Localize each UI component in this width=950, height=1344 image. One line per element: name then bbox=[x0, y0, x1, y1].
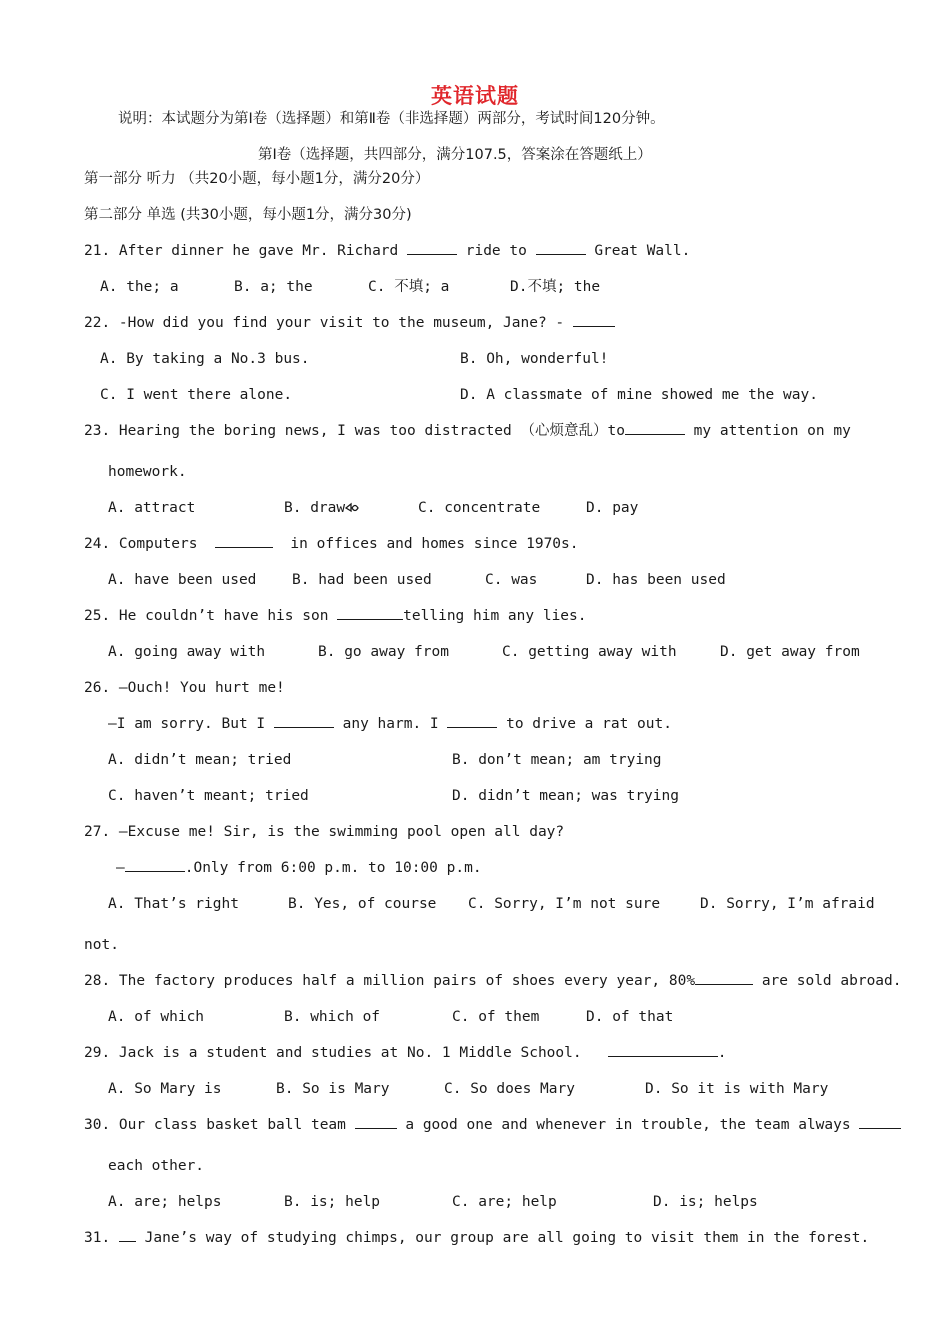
q21-option-b: B. a; the bbox=[234, 279, 313, 295]
q24-option-d: D. has been used bbox=[586, 572, 726, 588]
q21-option-c: C. 不填; a bbox=[368, 279, 450, 295]
q22-option-c: C. I went there alone. bbox=[100, 387, 293, 403]
q26-option-c: C. haven’t meant; tried bbox=[108, 788, 309, 804]
question-22: 22. -How did you find your visit to the museum, Jane? - bbox=[84, 314, 615, 332]
q27-option-c: C. Sorry, I’m not sure bbox=[468, 896, 661, 912]
part1-heading: 第一部分 听力 （共20小题，每小题1分，满分20分） bbox=[84, 171, 430, 187]
answer-blank bbox=[625, 422, 685, 435]
q30-option-d: D. is; helps bbox=[653, 1194, 758, 1210]
answer-blank bbox=[119, 1229, 136, 1242]
q28-option-d: D. of that bbox=[586, 1009, 674, 1025]
question-23: 23. Hearing the boring news, I was too distracted （心烦意乱）to my attention on my bbox=[84, 423, 851, 439]
q29-option-d: D. So it is with Mary bbox=[645, 1081, 829, 1097]
question-24: 24. Computers in offices and homes since 1970s. bbox=[84, 536, 579, 552]
q29-option-b: B. So is Mary bbox=[276, 1081, 390, 1097]
question-26-reply: —I am sorry. But I any harm. I to drive a rat out. bbox=[108, 716, 672, 732]
answer-blank bbox=[215, 535, 273, 548]
q26-option-a: A. didn’t mean; tried bbox=[108, 752, 292, 768]
q24-option-c: C. was bbox=[485, 572, 538, 588]
q25-option-a: A. going away with bbox=[108, 644, 266, 660]
question-27: 27. —Excuse me! Sir, is the swimming pool open all day? bbox=[84, 824, 565, 840]
question-30: 30. Our class basket ball team a good one and whenever in trouble, the team always bbox=[84, 1116, 901, 1134]
question-27-reply: — .Only from 6:00 p.m. to 10:00 p.m. bbox=[116, 860, 482, 876]
answer-blank bbox=[608, 1044, 718, 1057]
q23-option-d: D. pay bbox=[586, 500, 639, 516]
q24-option-b: B. had been used bbox=[292, 572, 432, 588]
q21-option-a: A. the; a bbox=[100, 279, 179, 295]
q22-option-b: B. Oh, wonderful! bbox=[460, 351, 609, 367]
q22-option-d: D. A classmate of mine showed me the way. bbox=[460, 387, 818, 403]
q29-option-a: A. So Mary is bbox=[108, 1081, 222, 1097]
q26-option-d: D. didn’t mean; was trying bbox=[452, 788, 679, 804]
q24-option-a: A. have been used bbox=[108, 572, 257, 588]
q25-option-d: D. get away from bbox=[720, 644, 860, 660]
exam-note: 说明：本试题分为第Ⅰ卷（选择题）和第Ⅱ卷（非选择题）两部分，考试时间120分钟。 bbox=[118, 111, 665, 127]
q23-option-c: C. concentrate bbox=[418, 500, 541, 516]
answer-blank bbox=[536, 242, 586, 255]
q22-option-a: A. By taking a No.3 bus. bbox=[100, 351, 310, 367]
page-title: 英语试题 bbox=[431, 84, 519, 108]
question-23-continued: homework. bbox=[108, 464, 187, 480]
q25-option-c: C. getting away with bbox=[502, 644, 677, 660]
part2-heading: 第二部分 单选 (共30小题，每小题1分，满分30分) bbox=[84, 207, 412, 223]
question-21: 21. After dinner he gave Mr. Richard ride to Great Wall. bbox=[84, 243, 691, 259]
answer-blank bbox=[337, 607, 403, 620]
q21-option-d: D.不填; the bbox=[510, 279, 601, 295]
answer-blank bbox=[573, 314, 615, 327]
q28-option-c: C. of them bbox=[452, 1009, 540, 1025]
q23-option-a: A. attract bbox=[108, 500, 196, 516]
question-31: 31. Jane’s way of studying chimps, our group are all going to visit them in the forest. bbox=[84, 1230, 870, 1246]
q30-option-c: C. are; help bbox=[452, 1194, 557, 1210]
answer-blank bbox=[695, 972, 753, 985]
q23-option-b: B. draw bbox=[284, 499, 361, 517]
q30-option-a: A. are; helps bbox=[108, 1194, 222, 1210]
q26-option-b: B. don’t mean; am trying bbox=[452, 752, 662, 768]
q27-option-d: D. Sorry, I’m afraid bbox=[700, 896, 875, 912]
question-28: 28. The factory produces half a million pairs of shoes every year, 80% are sold abroad. bbox=[84, 973, 902, 989]
answer-blank bbox=[859, 1116, 901, 1129]
q28-option-b: B. which of bbox=[284, 1009, 381, 1025]
q27-option-a: A. That’s right bbox=[108, 896, 239, 912]
question-29: 29. Jack is a student and studies at No. 1 Middle School. . bbox=[84, 1045, 727, 1061]
q28-option-a: A. of which bbox=[108, 1009, 205, 1025]
answer-blank bbox=[447, 715, 497, 728]
q25-option-b: B. go away from bbox=[318, 644, 449, 660]
q30-option-b: B. is; help bbox=[284, 1194, 381, 1210]
answer-blank bbox=[125, 859, 185, 872]
q27-option-b: B. Yes, of course bbox=[288, 896, 437, 912]
question-26: 26. —Ouch! You hurt me! bbox=[84, 680, 285, 696]
stray-mark-icon bbox=[345, 501, 361, 513]
volume-heading: 第Ⅰ卷（选择题，共四部分，满分107.5，答案涂在答题纸上） bbox=[258, 147, 652, 163]
question-30-continued: each other. bbox=[108, 1158, 205, 1174]
answer-blank bbox=[274, 715, 334, 728]
answer-blank bbox=[355, 1116, 397, 1129]
answer-blank bbox=[407, 242, 457, 255]
q29-option-c: C. So does Mary bbox=[444, 1081, 575, 1097]
question-25: 25. He couldn’t have his son telling him any lies. bbox=[84, 608, 587, 624]
q27-option-d-continued: not. bbox=[84, 937, 119, 953]
